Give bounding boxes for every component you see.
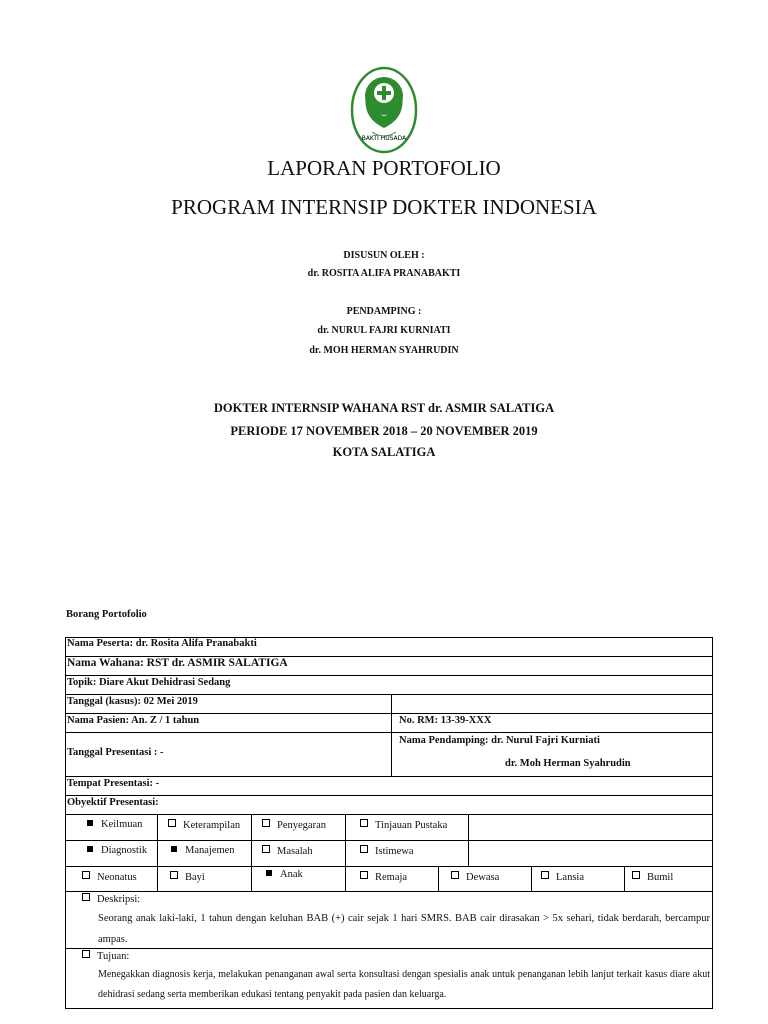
option-masalah[interactable]: Masalah	[262, 845, 313, 857]
col-divider	[251, 814, 252, 866]
checkbox-icon	[82, 871, 90, 879]
checkbox-icon	[451, 871, 459, 879]
option-keilmuan[interactable]: Keilmuan	[87, 819, 142, 830]
option-dewasa[interactable]: Dewasa	[451, 871, 499, 883]
col-divider	[251, 866, 252, 891]
col-divider	[391, 694, 392, 776]
checkbox-icon	[82, 950, 90, 958]
option-neonatus[interactable]: Neonatus	[82, 871, 137, 883]
row-divider	[65, 713, 713, 714]
option-lansia[interactable]: Lansia	[541, 871, 584, 883]
city: KOTA SALATIGA	[332, 445, 436, 459]
checkbox-icon	[262, 845, 270, 853]
option-diagnostik[interactable]: Diagnostik	[87, 845, 147, 856]
topic: Topik: Diare Akut Dehidrasi Sedang	[67, 677, 231, 688]
bakti-husada-logo	[350, 66, 418, 154]
description-text: Seorang anak laki-laki, 1 tahun dengan keluhan BAB (+) cair sejak 1 hari SMRS. BAB cair dirasakan > 5x sehari, tidak berdarah, bercampur ampas.	[98, 913, 710, 945]
checkbox-checked-icon	[171, 846, 177, 852]
option-keterampilan[interactable]: Keterampilan	[168, 819, 240, 831]
row-divider	[65, 694, 713, 695]
row-divider	[65, 814, 713, 815]
checkbox-checked-icon	[87, 820, 93, 826]
checkbox-icon	[632, 871, 640, 879]
period: PERIODE 17 NOVEMBER 2018 – 20 NOVEMBER 2019	[230, 424, 538, 438]
presentation-place: Tempat Presentasi: -	[67, 778, 160, 789]
col-divider	[157, 814, 158, 866]
checkbox-icon	[170, 871, 178, 879]
checkbox-icon	[541, 871, 549, 879]
program-title: PROGRAM INTERNSIP DOKTER INDONESIA	[171, 195, 597, 219]
form-heading: Borang Portofolio	[66, 609, 147, 620]
report-title: LAPORAN PORTOFOLIO	[267, 156, 501, 180]
option-remaja[interactable]: Remaja	[360, 871, 407, 883]
option-bayi[interactable]: Bayi	[170, 871, 205, 883]
logo-motto: BAKTI HUSADA	[361, 135, 407, 142]
row-divider	[65, 675, 713, 676]
checkbox-icon	[360, 819, 368, 827]
row-divider	[65, 866, 713, 867]
objective-label: Obyektif Presentasi:	[67, 797, 159, 808]
col-divider	[624, 866, 625, 891]
checkbox-icon	[168, 819, 176, 827]
author-name: dr. ROSITA ALIFA PRANABAKTI	[307, 268, 461, 279]
goal-label: Tujuan:	[82, 950, 129, 962]
description-label: Deskripsi:	[82, 893, 140, 905]
mentor-names-2: dr. Moh Herman Syahrudin	[505, 758, 631, 769]
row-divider	[65, 840, 713, 841]
option-tinjauan-pustaka[interactable]: Tinjauan Pustaka	[360, 819, 447, 831]
medical-record-number: No. RM: 13-39-XXX	[399, 715, 492, 726]
compiled-by-label: DISUSUN OLEH :	[343, 250, 425, 261]
col-divider	[468, 814, 469, 866]
col-divider	[345, 866, 346, 891]
option-bumil[interactable]: Bumil	[632, 871, 673, 883]
col-divider	[157, 866, 158, 891]
participant-name: Nama Peserta: dr. Rosita Alifa Pranabakti	[67, 638, 257, 649]
goal-text: Menegakkan diagnosis kerja, melakukan penanganan awal serta konsultasi dengan spesialis anak untuk penanganan lebih lanjut terkait kasus diare akut dehidrasi sedang serta memberikan edukasi tentang penyakit pada pasien dan keluarga.	[98, 969, 710, 1000]
patient-name: Nama Pasien: An. Z / 1 tahun	[67, 715, 200, 726]
row-divider	[65, 891, 713, 892]
option-penyegaran[interactable]: Penyegaran	[262, 819, 326, 831]
checkbox-checked-icon	[87, 846, 93, 852]
row-divider	[65, 795, 713, 796]
checkbox-icon	[360, 871, 368, 879]
mentor-names: Nama Pendamping: dr. Nurul Fajri Kurniati	[399, 735, 600, 746]
option-istimewa[interactable]: Istimewa	[360, 845, 414, 857]
mentor-name-1: dr. NURUL FAJRI KURNIATI	[317, 325, 451, 336]
col-divider	[345, 814, 346, 866]
col-divider	[531, 866, 532, 891]
mentor-name-2: dr. MOH HERMAN SYAHRUDIN	[309, 345, 459, 356]
checkbox-icon	[82, 893, 90, 901]
checkbox-checked-icon	[266, 870, 272, 876]
wahana-name: Nama Wahana: RST dr. ASMIR SALATIGA	[67, 657, 288, 669]
option-manajemen[interactable]: Manajemen	[171, 845, 235, 856]
institution: DOKTER INTERNSIP WAHANA RST dr. ASMIR SALATIGA	[213, 401, 555, 415]
mentor-label: PENDAMPING :	[346, 306, 422, 317]
col-divider	[438, 866, 439, 891]
row-divider	[65, 776, 713, 777]
row-divider	[65, 732, 713, 733]
presentation-date: Tanggal Presentasi : -	[67, 747, 164, 758]
option-anak[interactable]: Anak	[266, 869, 303, 880]
checkbox-icon	[360, 845, 368, 853]
case-date: Tanggal (kasus): 02 Mei 2019	[67, 696, 198, 707]
checkbox-icon	[262, 819, 270, 827]
